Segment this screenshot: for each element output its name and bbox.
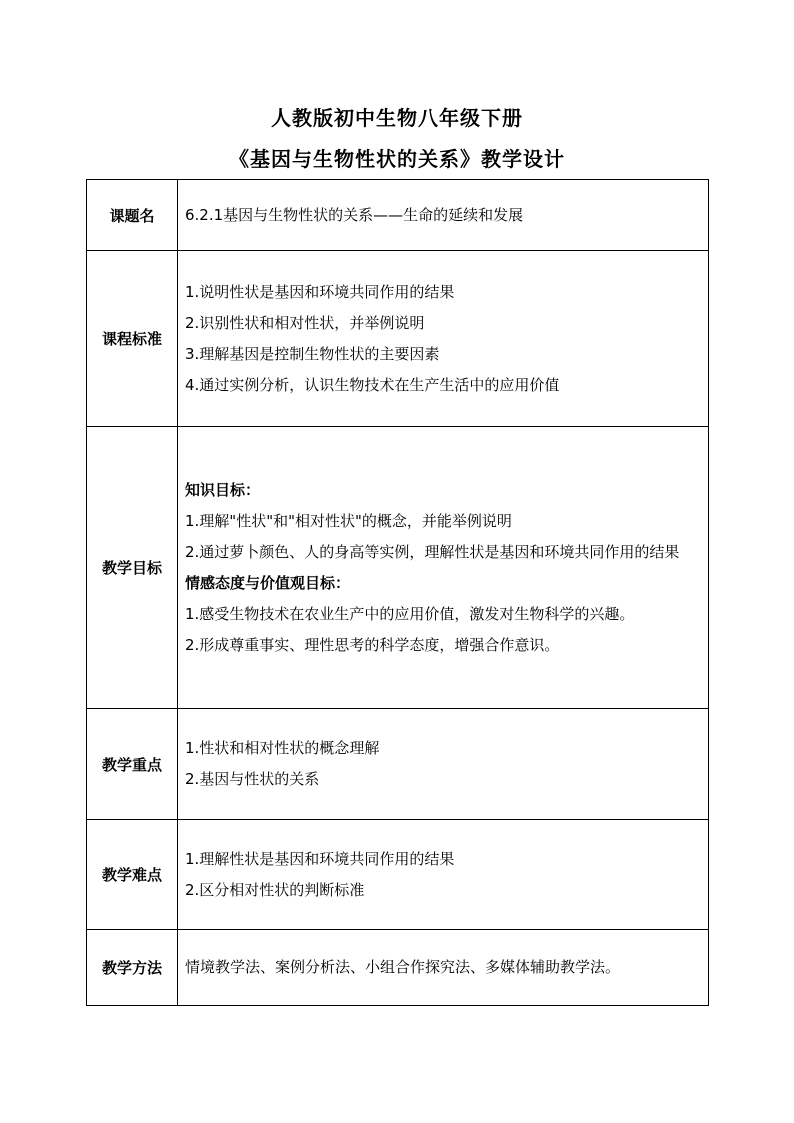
standards-item: 2.识别性状和相对性状，并举例说明 [185, 313, 425, 332]
standards-content [178, 251, 709, 427]
attitude-objective-item: 1.感受生物技术在农业生产中的应用价值，激发对生物科学的兴趣。 [185, 604, 635, 623]
topic-label: 课题名 [87, 180, 178, 251]
key-point-item: 1.性状和相对性状的概念理解 [185, 739, 380, 757]
topic-value [178, 180, 709, 251]
topic-text: 6.2.1基因与生物性状的关系——生命的延续和发展 [185, 205, 524, 224]
standards-item: 3.理解基因是控制生物性状的主要因素 [185, 344, 440, 363]
objectives-content [178, 427, 709, 709]
row-topic [87, 180, 709, 251]
document-subtitle: 《基因与生物性状的关系》教学设计 [229, 147, 565, 171]
knowledge-objective-item: 1.理解"性状"和"相对性状"的概念，并能举例说明 [185, 511, 512, 530]
row-standards [87, 251, 709, 427]
methods-text: 情境教学法、案例分析法、小组合作探究法、多媒体辅助教学法。 [185, 958, 621, 976]
standards-item: 1.说明性状是基因和环境共同作用的结果 [185, 282, 455, 301]
difficulties-label: 教学难点 [87, 820, 178, 930]
row-difficulties [87, 820, 709, 930]
knowledge-objective-item: 2.通过萝卜颜色、人的身高等实例，理解性状是基因和环境共同作用的结果 [185, 542, 680, 561]
methods-content [178, 930, 709, 1006]
key-points-label: 教学重点 [87, 709, 178, 820]
standards-item: 4.通过实例分析，认识生物技术在生产生活中的应用价值 [185, 375, 560, 394]
lesson-plan-table [86, 179, 709, 1006]
row-methods [87, 930, 709, 1006]
key-point-item: 2.基因与性状的关系 [185, 770, 320, 788]
document-title: 人教版初中生物八年级下册 [271, 106, 523, 130]
objectives-label: 教学目标 [87, 427, 178, 709]
standards-label: 课程标准 [87, 251, 178, 427]
attitude-objectives-heading: 情感态度与价值观目标： [185, 573, 351, 592]
attitude-objective-item: 2.形成尊重事实、理性思考的科学态度，增强合作意识。 [185, 635, 560, 654]
difficulty-item: 2.区分相对性状的判断标准 [185, 880, 365, 899]
row-objectives [87, 427, 709, 709]
methods-label: 教学方法 [87, 930, 178, 1006]
key-points-content [178, 709, 709, 820]
row-key-points [87, 709, 709, 820]
difficulty-item: 1.理解性状是基因和环境共同作用的结果 [185, 849, 455, 868]
difficulties-content [178, 820, 709, 930]
knowledge-objectives-heading: 知识目标： [185, 480, 261, 499]
